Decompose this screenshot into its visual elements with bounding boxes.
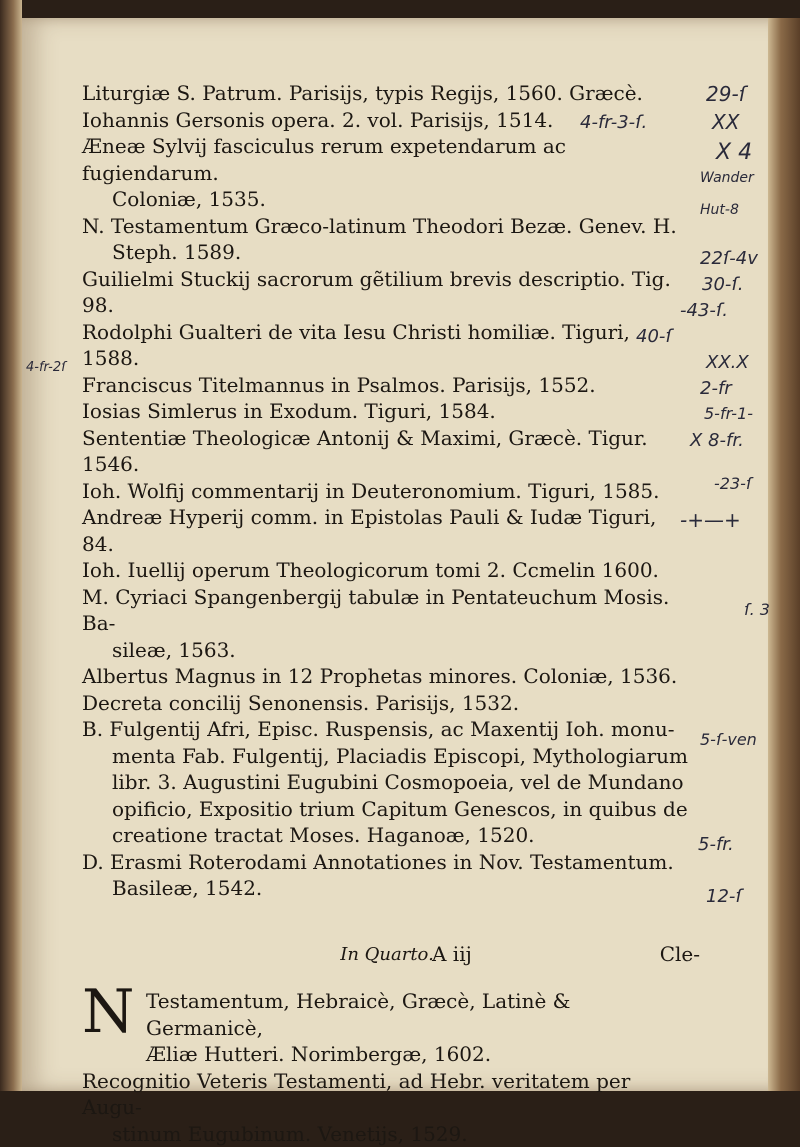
- entry-line: Andreæ Hyperij comm. in Epistolas Pauli & Iudæ Tiguri, 84.: [82, 505, 656, 556]
- entry-line: Decreta concilij Senonensis. Parisijs, 1532.: [82, 691, 519, 715]
- margin-note: XX: [712, 110, 739, 134]
- margin-note: 5-ſ-ven: [700, 730, 757, 749]
- entry-line: Guilielmi Stuckij sacrorum gẽtilium brevis descriptio. Tig. 98.: [82, 267, 671, 318]
- entry-line: Rodolphi Gualteri de vita Iesu Christi homiliæ. Tiguri, 1588.: [82, 320, 630, 371]
- margin-note: -+—+: [680, 508, 741, 532]
- catalog-entry-last: [82, 1068, 692, 1147]
- margin-note: 22ſ-4v: [700, 248, 758, 269]
- dropcap-entry-line-2: Æliæ Hutteri. Norimbergæ, 1602.: [146, 1041, 692, 1068]
- margin-note: X 4: [716, 140, 752, 165]
- margin-note: Hut-8: [700, 202, 739, 218]
- entry-list: [82, 80, 692, 902]
- margin-note: 5-fr-1-: [704, 404, 753, 423]
- margin-note: X 8-fr.: [690, 430, 744, 451]
- dropcap-entry: [82, 988, 692, 1068]
- entry-line: M. Cyriaci Spangenbergij tabulæ in Pentateuchum Mosis. Ba-: [82, 585, 669, 636]
- entry-continuation: Coloniæ, 1535.: [82, 186, 692, 213]
- margin-note: 12-ſ: [706, 886, 742, 907]
- catalog-entry: [82, 584, 692, 664]
- margin-note: -43-ſ.: [680, 300, 728, 321]
- entry-line: B. Fulgentij Afri, Episc. Ruspensis, ac Maxentij Ioh. monu-: [82, 717, 675, 741]
- catalog-entry: [82, 398, 692, 425]
- catchword: Cle-: [660, 942, 700, 966]
- catalog-entry: [82, 663, 692, 690]
- entry-continuation: menta Fab. Fulgentij, Placiadis Episcopi, Mythologiarum libr. 3. Augustini Eugubini Cosmopoeia, vel de Mundano opificio, Expositio trium Capitum Genescos, in quibus de creatione tractat Moses. Haganoæ, 1520.: [82, 743, 692, 849]
- margin-note: 29-ſ: [706, 82, 746, 106]
- catalog-entry: [82, 213, 692, 266]
- section-heading: In Quarto.: [82, 942, 692, 969]
- signature-mark: A iij: [432, 942, 472, 966]
- entry-continuation: Basileæ, 1542.: [82, 875, 692, 902]
- margin-note: 4-fr-2ſ: [26, 360, 66, 375]
- margin-note: 40-ſ: [636, 326, 672, 347]
- catalog-entry: [82, 504, 692, 557]
- catalog-entry: [82, 319, 692, 372]
- entry-continuation: Steph. 1589.: [82, 239, 692, 266]
- entry-line: Iohannis Gersonis opera. 2. vol. Parisijs, 1514.: [82, 108, 553, 132]
- entry-line: Ioh. Wolfij commentarij in Deuteronomium. Tiguri, 1585.: [82, 479, 660, 503]
- margin-note: 4-fr-3-ſ.: [580, 112, 647, 133]
- margin-note: ſ. 3: [744, 600, 770, 619]
- book-spine: [0, 0, 22, 1091]
- catalog-entry: [82, 557, 692, 584]
- entry-continuation: stinum Eugubinum. Venetijs, 1529.: [82, 1121, 692, 1147]
- margin-note: 2-fr: [700, 378, 732, 399]
- entry-line: Franciscus Titelmannus in Psalmos. Parisijs, 1552.: [82, 373, 596, 397]
- catalog-entry: [82, 266, 692, 319]
- entry-line: N. Testamentum Græco-latinum Theodori Bezæ. Genev. H.: [82, 214, 677, 238]
- entry-line: Sententiæ Theologicæ Antonij & Maximi, Græcè. Tigur. 1546.: [82, 426, 648, 477]
- entry-line: Recognitio Veteris Testamenti, ad Hebr. veritatem per Augu-: [82, 1069, 630, 1120]
- margin-note: 30-ſ.: [702, 274, 743, 295]
- margin-note: XX.X: [706, 352, 749, 373]
- page-edge: [768, 18, 800, 1091]
- catalog-entry: [82, 849, 692, 902]
- catalog-entry: [82, 478, 692, 505]
- catalog-entry: [82, 716, 692, 849]
- entry-line: D. Erasmi Roterodami Annotationes in Nov. Testamentum.: [82, 850, 674, 874]
- dropcap-entry-line-1: Testamentum, Hebraicè, Græcè, Latinè & Germanicè,: [146, 988, 692, 1041]
- catalog-entry: [82, 133, 692, 213]
- catalog-entry: [82, 690, 692, 717]
- entry-line: Ioh. Iuellij operum Theologicorum tomi 2. Ccmelin 1600.: [82, 558, 659, 582]
- drop-cap: N: [82, 982, 135, 1042]
- catalog-entry: [82, 372, 692, 399]
- catalog-entry: [82, 425, 692, 478]
- entry-continuation: sileæ, 1563.: [82, 637, 692, 664]
- margin-note: 5-fr.: [698, 834, 734, 855]
- margin-note: -23-ſ: [714, 474, 752, 493]
- margin-note: Wander: [700, 170, 754, 186]
- entry-line: Liturgiæ S. Patrum. Parisijs, typis Regijs, 1560. Græcè.: [82, 81, 643, 105]
- entry-line: Æneæ Sylvij fasciculus rerum expetendarum ac fugiendarum.: [82, 134, 566, 185]
- catalog-text: [82, 80, 692, 1147]
- entry-line: Iosias Simlerus in Exodum. Tiguri, 1584.: [82, 399, 496, 423]
- entry-line: Albertus Magnus in 12 Prophetas minores. Coloniæ, 1536.: [82, 664, 677, 688]
- catalog-entry: [82, 80, 692, 107]
- page-footer: [82, 942, 692, 972]
